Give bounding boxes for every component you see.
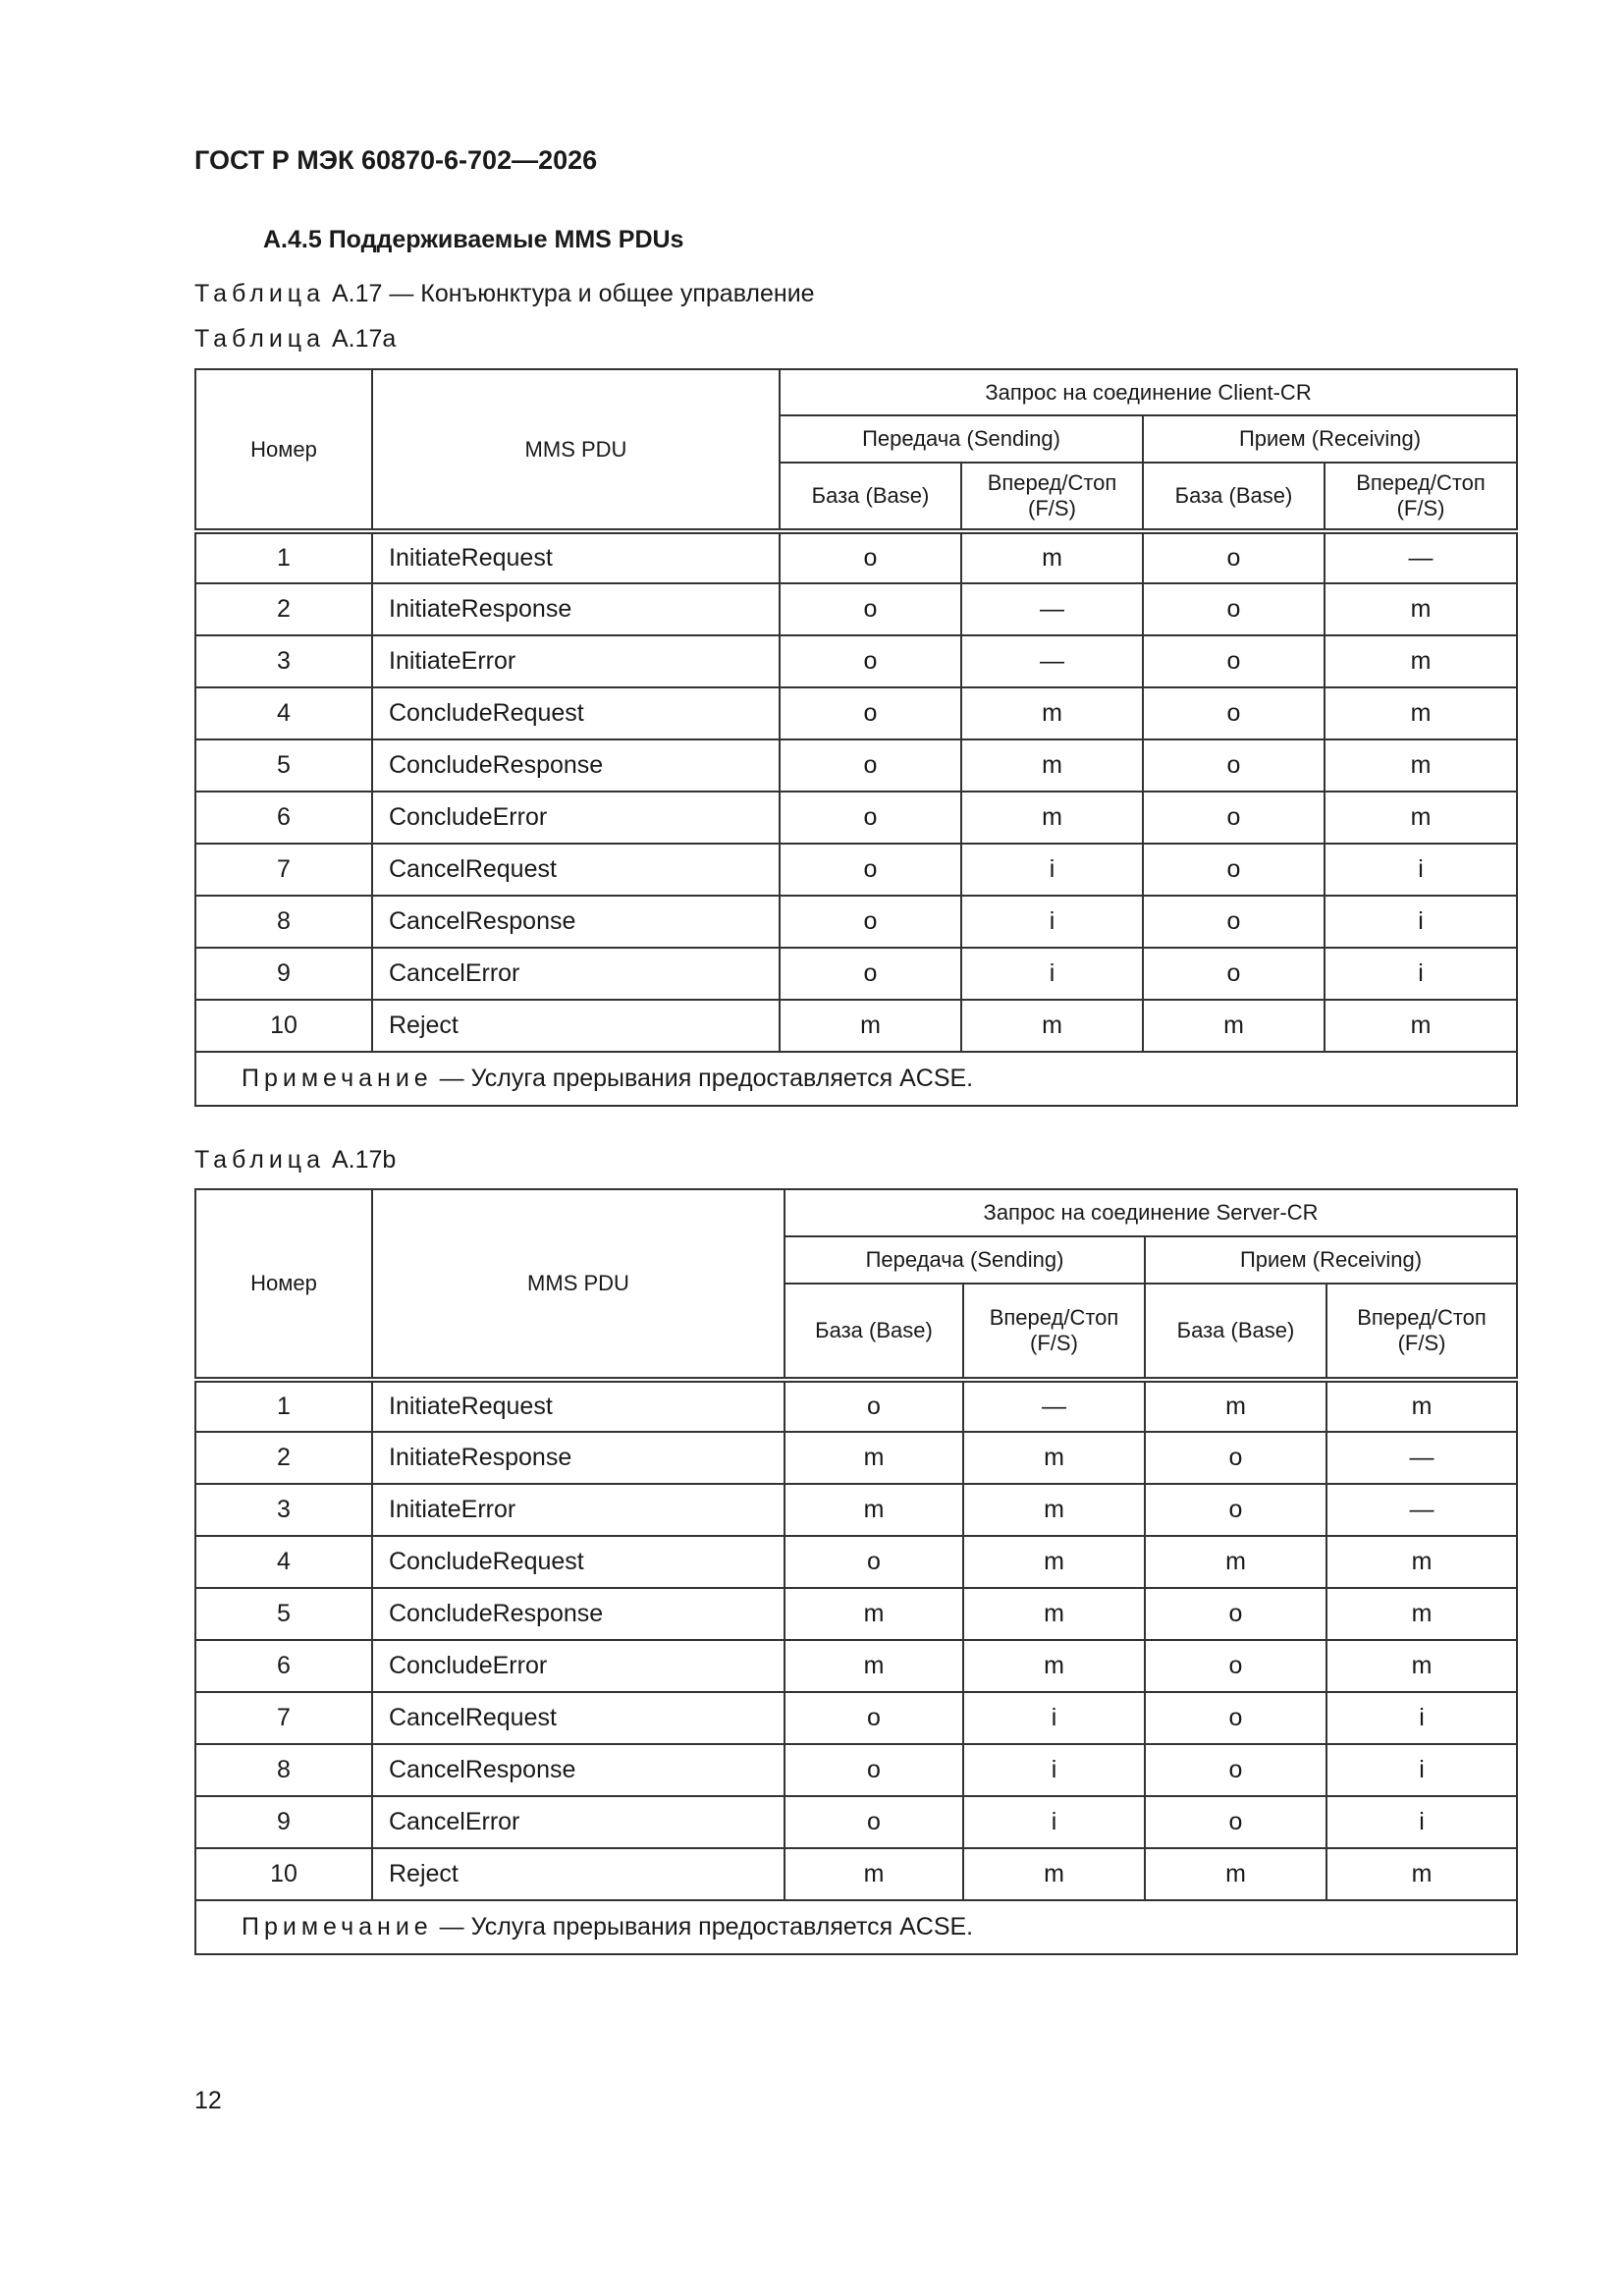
recv-fs: m	[1326, 1588, 1517, 1640]
send-base: m	[784, 1588, 963, 1640]
send-base: o	[780, 739, 961, 792]
recv-fs: m	[1326, 1848, 1517, 1900]
table-note	[195, 1052, 1517, 1106]
send-base: m	[784, 1848, 963, 1900]
recv-base: m	[1145, 1536, 1326, 1588]
row-pdu: InitiateRequest	[372, 1380, 784, 1432]
send-base: o	[780, 635, 961, 687]
send-base: m	[780, 1000, 961, 1052]
document-code: ГОСТ Р МЭК 60870-6-702—2026	[194, 145, 598, 175]
row-number: 3	[195, 635, 372, 687]
send-fs: m	[963, 1484, 1145, 1536]
group-header: Запрос на соединение Client-CR	[780, 369, 1517, 415]
row-number: 6	[195, 792, 372, 844]
row-number: 7	[195, 844, 372, 896]
row-number: 5	[195, 1588, 372, 1640]
send-base: o	[784, 1796, 963, 1848]
table-row	[195, 792, 1517, 844]
row-number: 6	[195, 1640, 372, 1692]
group-header: Запрос на соединение Server-CR	[784, 1189, 1517, 1236]
row-number: 8	[195, 896, 372, 948]
row-pdu: InitiateRequest	[372, 531, 780, 583]
send-base: m	[784, 1484, 963, 1536]
recv-base: o	[1145, 1640, 1326, 1692]
send-fs: m	[961, 739, 1143, 792]
table-row	[195, 1796, 1517, 1848]
table-body	[195, 531, 1517, 1106]
table-row	[195, 1484, 1517, 1536]
caption-text: А.17b	[325, 1146, 397, 1174]
send-base: m	[784, 1432, 963, 1484]
fs-line2: (F/S)	[1028, 496, 1076, 520]
send-fs: m	[963, 1536, 1145, 1588]
send-fs: m	[961, 531, 1143, 583]
row-pdu: InitiateResponse	[372, 1432, 784, 1484]
table-row	[195, 1692, 1517, 1744]
recv-fs: —	[1325, 531, 1517, 583]
send-base: o	[780, 531, 961, 583]
row-pdu: CancelError	[372, 948, 780, 1000]
table-header	[195, 369, 1517, 531]
row-number: 9	[195, 1796, 372, 1848]
col-number-header: Номер	[195, 1189, 372, 1380]
send-fs-header	[963, 1284, 1145, 1380]
send-fs: i	[961, 896, 1143, 948]
section-title: А.4.5 Поддерживаемые MMS PDUs	[263, 226, 684, 253]
row-number: 5	[195, 739, 372, 792]
receiving-header: Прием (Receiving)	[1145, 1236, 1517, 1284]
table-row	[195, 1848, 1517, 1900]
recv-base: o	[1145, 1484, 1326, 1536]
send-fs: m	[963, 1588, 1145, 1640]
row-number: 8	[195, 1744, 372, 1796]
row-pdu: ConcludeResponse	[372, 1588, 784, 1640]
table-caption-a	[194, 325, 396, 354]
row-pdu: ConcludeRequest	[372, 687, 780, 739]
send-base: o	[784, 1744, 963, 1796]
row-number: 3	[195, 1484, 372, 1536]
row-pdu: CancelRequest	[372, 1692, 784, 1744]
recv-fs: i	[1325, 844, 1517, 896]
recv-base-header: База (Base)	[1145, 1284, 1326, 1380]
row-number: 7	[195, 1692, 372, 1744]
send-fs: m	[963, 1640, 1145, 1692]
table-row	[195, 635, 1517, 687]
fs-line1: Вперед/Стоп	[987, 470, 1117, 495]
send-base: o	[780, 896, 961, 948]
row-pdu: CancelResponse	[372, 896, 780, 948]
recv-base: o	[1143, 531, 1325, 583]
caption-word: Таблица	[194, 325, 326, 353]
table-a17b	[194, 1188, 1518, 1955]
send-fs: i	[963, 1796, 1145, 1848]
table-row	[195, 687, 1517, 739]
recv-base: o	[1143, 896, 1325, 948]
recv-base: o	[1143, 739, 1325, 792]
row-number: 1	[195, 1380, 372, 1432]
table-caption-b	[194, 1146, 396, 1175]
note-text: — Услуга прерывания предоставляется ACSE.	[432, 1913, 974, 1941]
fs-line2: (F/S)	[1396, 496, 1445, 520]
row-pdu: CancelError	[372, 1796, 784, 1848]
row-pdu: InitiateError	[372, 635, 780, 687]
caption-word: Таблица	[194, 1146, 326, 1174]
send-base: o	[780, 844, 961, 896]
send-base-header: База (Base)	[784, 1284, 963, 1380]
row-pdu: CancelRequest	[372, 844, 780, 896]
table-row	[195, 1380, 1517, 1432]
table-row	[195, 739, 1517, 792]
recv-base: o	[1145, 1432, 1326, 1484]
send-fs: m	[963, 1848, 1145, 1900]
send-base-header: База (Base)	[780, 463, 961, 531]
row-pdu: ConcludeError	[372, 792, 780, 844]
recv-base: o	[1143, 844, 1325, 896]
note-text: — Услуга прерывания предоставляется ACSE.	[432, 1065, 974, 1092]
row-number: 2	[195, 583, 372, 635]
send-fs: m	[961, 792, 1143, 844]
row-number: 10	[195, 1848, 372, 1900]
send-fs: —	[963, 1380, 1145, 1432]
send-fs: i	[961, 948, 1143, 1000]
row-number: 9	[195, 948, 372, 1000]
table-row	[195, 896, 1517, 948]
recv-base: o	[1145, 1796, 1326, 1848]
table-row	[195, 1536, 1517, 1588]
recv-fs: i	[1325, 948, 1517, 1000]
recv-fs: i	[1326, 1744, 1517, 1796]
recv-fs-header	[1325, 463, 1517, 531]
recv-base: m	[1143, 1000, 1325, 1052]
recv-base: o	[1143, 635, 1325, 687]
row-pdu: CancelResponse	[372, 1744, 784, 1796]
table-note-row	[195, 1052, 1517, 1106]
send-base: m	[784, 1640, 963, 1692]
send-base: o	[780, 687, 961, 739]
recv-fs: m	[1325, 1000, 1517, 1052]
receiving-header: Прием (Receiving)	[1143, 415, 1517, 463]
send-fs: i	[963, 1744, 1145, 1796]
table-row	[195, 1000, 1517, 1052]
table-row	[195, 1432, 1517, 1484]
send-fs: —	[961, 635, 1143, 687]
page-number: 12	[194, 2087, 222, 2114]
recv-fs: m	[1325, 687, 1517, 739]
send-fs: —	[961, 583, 1143, 635]
fs-line1: Вперед/Стоп	[1356, 470, 1486, 495]
table-a17a	[194, 368, 1518, 1107]
recv-fs: i	[1325, 896, 1517, 948]
send-fs-header	[961, 463, 1143, 531]
recv-base: m	[1145, 1380, 1326, 1432]
note-label: Примечание	[242, 1913, 433, 1941]
recv-fs: m	[1325, 635, 1517, 687]
send-base: o	[780, 583, 961, 635]
table-note	[195, 1900, 1517, 1954]
send-fs: m	[961, 1000, 1143, 1052]
recv-fs: m	[1326, 1640, 1517, 1692]
sending-header: Передача (Sending)	[780, 415, 1143, 463]
recv-base: o	[1143, 948, 1325, 1000]
row-pdu: Reject	[372, 1000, 780, 1052]
recv-fs: i	[1326, 1692, 1517, 1744]
recv-base: o	[1143, 583, 1325, 635]
row-pdu: InitiateResponse	[372, 583, 780, 635]
send-base: o	[780, 792, 961, 844]
recv-base: o	[1143, 687, 1325, 739]
caption-text: А.17a	[325, 325, 397, 353]
row-pdu: ConcludeRequest	[372, 1536, 784, 1588]
recv-fs-header	[1326, 1284, 1517, 1380]
table-header	[195, 1189, 1517, 1380]
row-number: 1	[195, 531, 372, 583]
recv-fs: i	[1326, 1796, 1517, 1848]
recv-fs: m	[1325, 739, 1517, 792]
send-fs: m	[961, 687, 1143, 739]
sending-header: Передача (Sending)	[784, 1236, 1145, 1284]
row-number: 2	[195, 1432, 372, 1484]
row-number: 10	[195, 1000, 372, 1052]
row-pdu: ConcludeError	[372, 1640, 784, 1692]
fs-line1: Вперед/Стоп	[989, 1305, 1119, 1330]
table-caption-main	[194, 280, 815, 308]
send-fs: m	[963, 1432, 1145, 1484]
row-number: 4	[195, 687, 372, 739]
table-row	[195, 583, 1517, 635]
recv-base: o	[1145, 1692, 1326, 1744]
send-base: o	[784, 1380, 963, 1432]
recv-base: o	[1145, 1588, 1326, 1640]
table-row	[195, 948, 1517, 1000]
table-row	[195, 1588, 1517, 1640]
fs-line1: Вперед/Стоп	[1357, 1305, 1487, 1330]
caption-text: А.17 — Конъюнктура и общее управление	[325, 280, 815, 307]
send-base: o	[784, 1692, 963, 1744]
fs-line2: (F/S)	[1030, 1331, 1078, 1355]
row-pdu: InitiateError	[372, 1484, 784, 1536]
note-label: Примечание	[242, 1065, 433, 1092]
recv-base: o	[1145, 1744, 1326, 1796]
recv-fs: m	[1325, 792, 1517, 844]
recv-fs: m	[1326, 1380, 1517, 1432]
recv-base-header: База (Base)	[1143, 463, 1325, 531]
table-body	[195, 1380, 1517, 1954]
caption-word: Таблица	[194, 280, 326, 307]
row-pdu: Reject	[372, 1848, 784, 1900]
row-number: 4	[195, 1536, 372, 1588]
send-fs: i	[963, 1692, 1145, 1744]
table-row	[195, 844, 1517, 896]
table-note-row	[195, 1900, 1517, 1954]
recv-fs: —	[1326, 1432, 1517, 1484]
recv-fs: —	[1326, 1484, 1517, 1536]
col-number-header: Номер	[195, 369, 372, 531]
recv-fs: m	[1325, 583, 1517, 635]
table-row	[195, 1744, 1517, 1796]
col-pdu-header: MMS PDU	[372, 1189, 784, 1380]
send-fs: i	[961, 844, 1143, 896]
row-pdu: ConcludeResponse	[372, 739, 780, 792]
send-base: o	[784, 1536, 963, 1588]
table-row	[195, 1640, 1517, 1692]
send-base: o	[780, 948, 961, 1000]
fs-line2: (F/S)	[1397, 1331, 1446, 1355]
recv-base: o	[1143, 792, 1325, 844]
recv-base: m	[1145, 1848, 1326, 1900]
recv-fs: m	[1326, 1536, 1517, 1588]
table-row	[195, 531, 1517, 583]
col-pdu-header: MMS PDU	[372, 369, 780, 531]
